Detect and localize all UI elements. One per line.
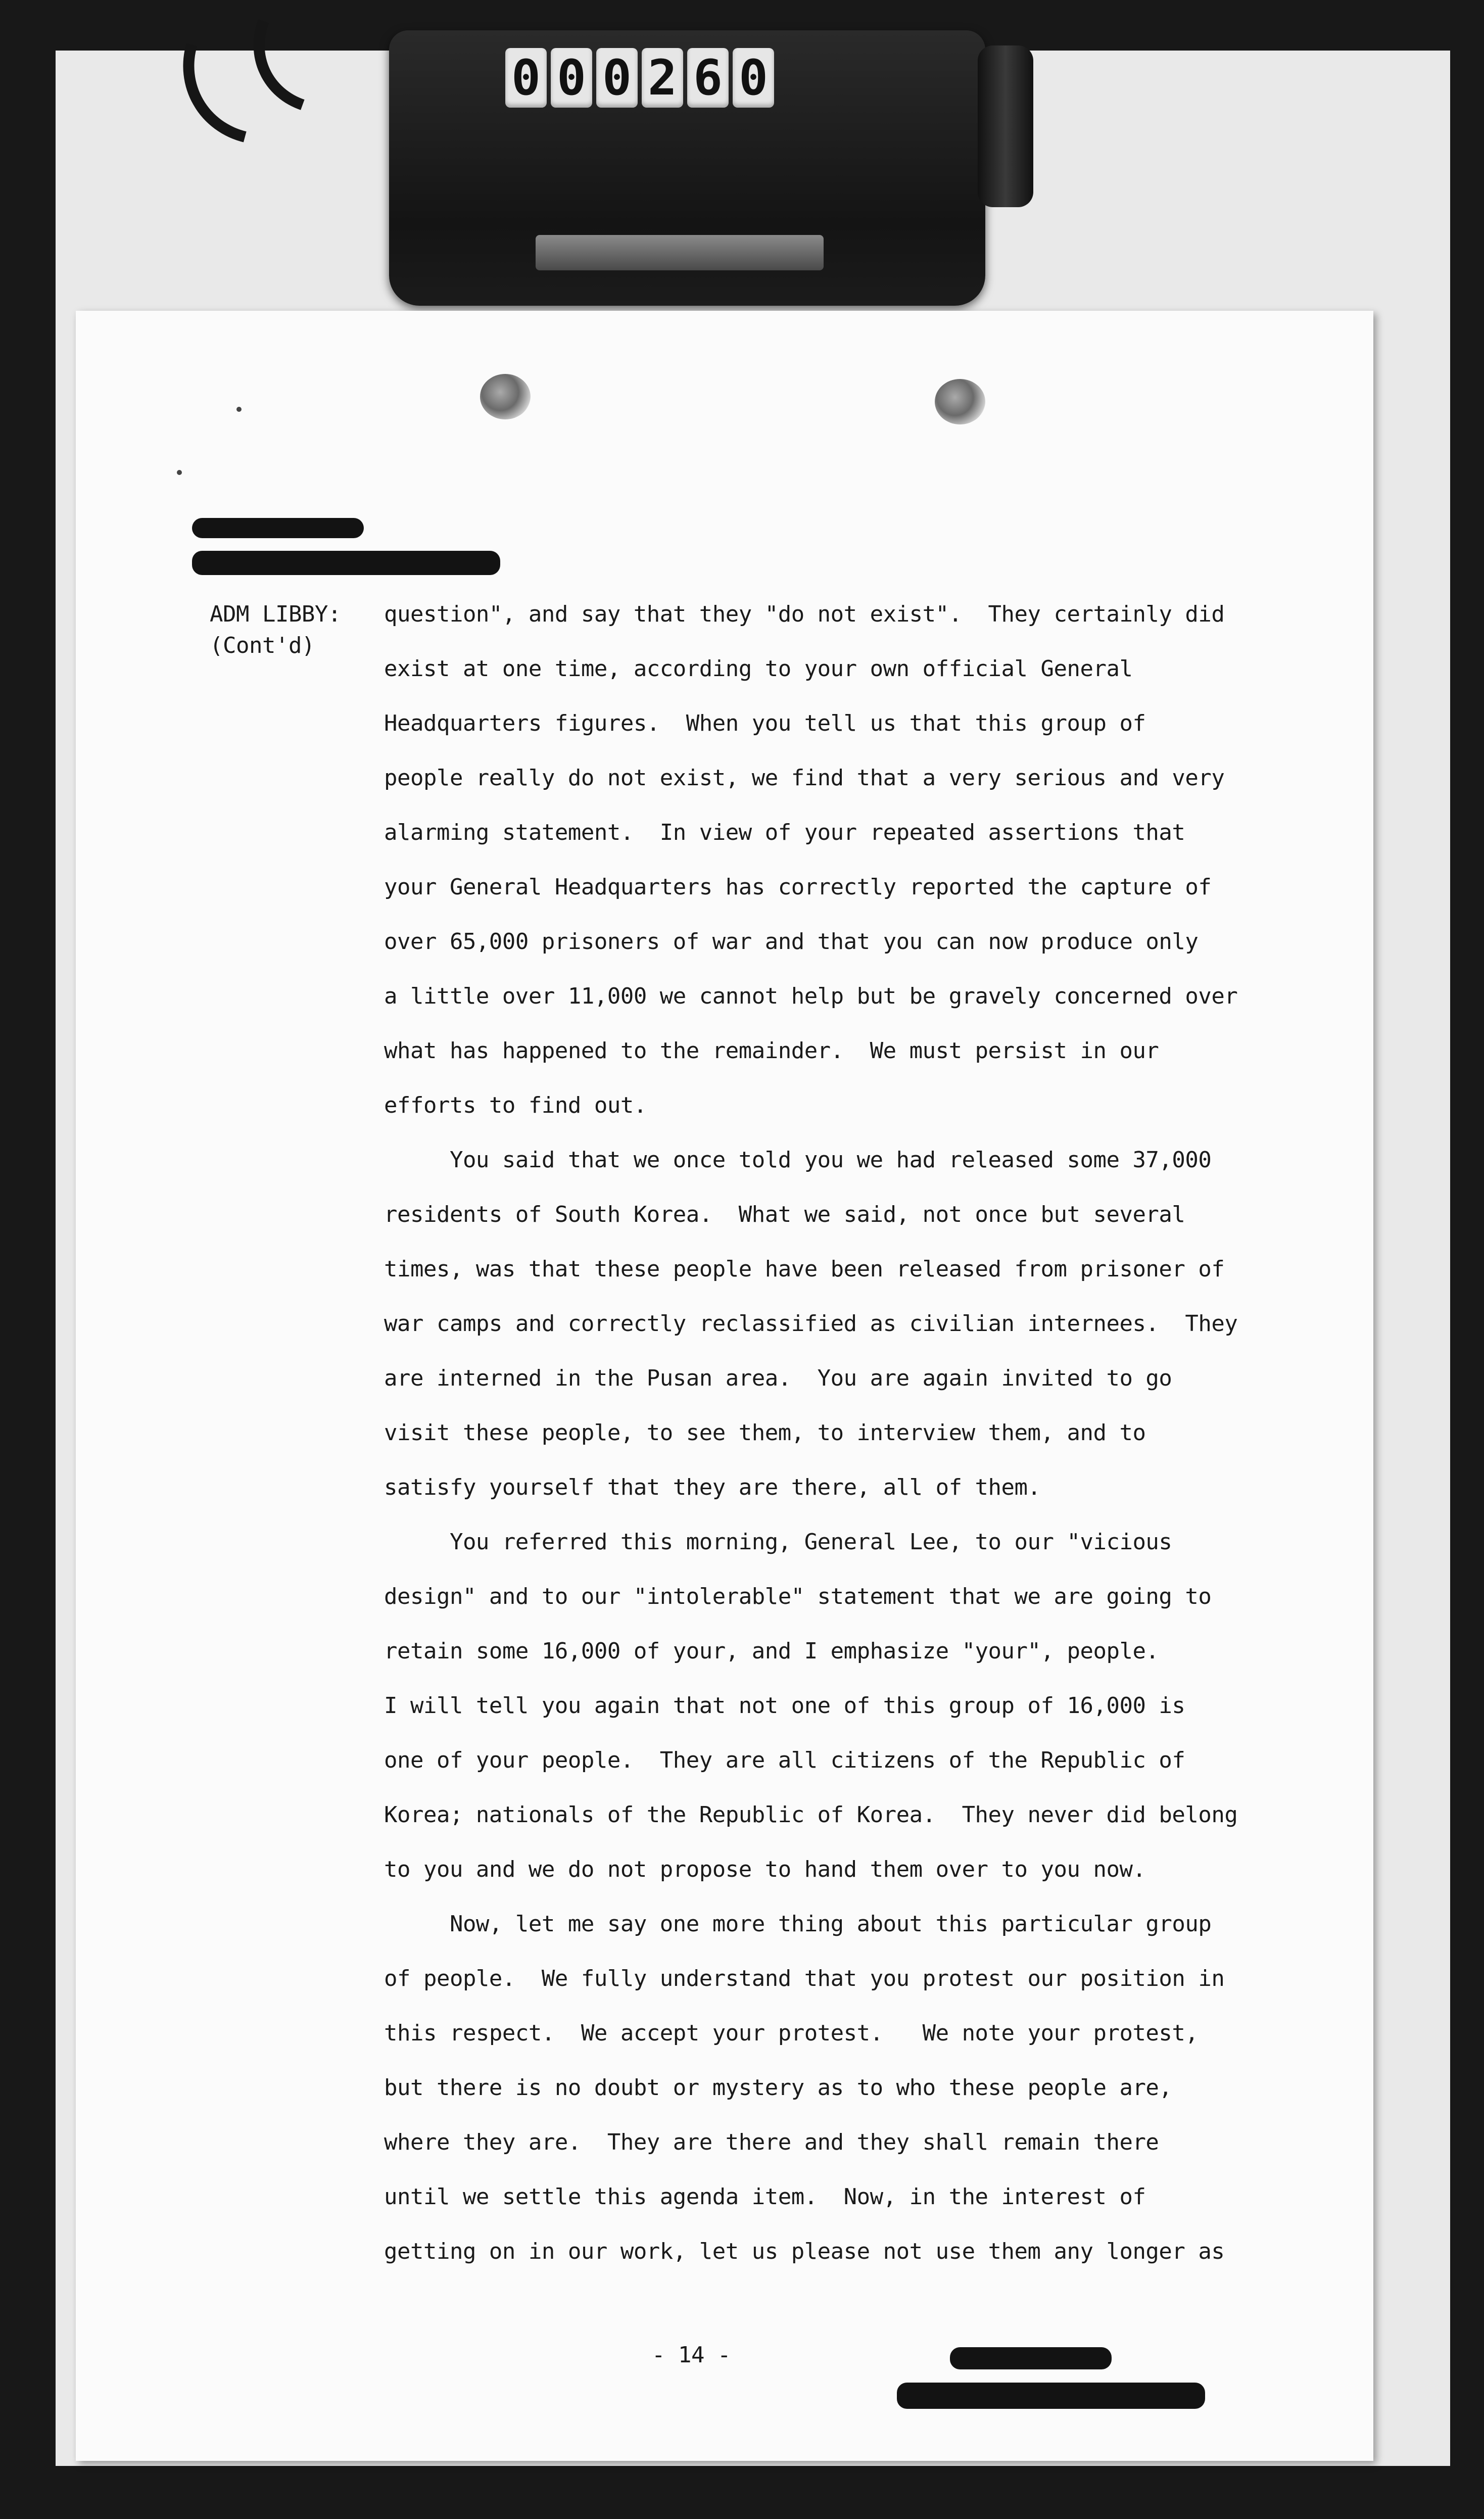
redaction-bar bbox=[950, 2347, 1112, 2369]
text-line: efforts to find out. bbox=[384, 1092, 647, 1118]
speaker-continued: (Cont'd) bbox=[210, 633, 315, 658]
text-line: You said that we once told you we had released some 37,000 bbox=[384, 1147, 1212, 1173]
counter-digit: 0 bbox=[505, 48, 547, 108]
text-line: Headquarters figures. When you tell us that this group of bbox=[384, 710, 1146, 736]
text-line: visit these people, to see them, to interview them, and to bbox=[384, 1420, 1146, 1446]
text-line: design" and to our "intolerable" statement that we are going to bbox=[384, 1584, 1212, 1609]
redaction-bar bbox=[897, 2383, 1205, 2409]
text-line: satisfy yourself that they are there, all of them. bbox=[384, 1475, 1041, 1500]
text-line: until we settle this agenda item. Now, in the interest of bbox=[384, 2184, 1146, 2210]
typed-page bbox=[76, 311, 1373, 2461]
speaker-name: ADM LIBBY: bbox=[210, 601, 341, 627]
text-line: to you and we do not propose to hand them over to you now. bbox=[384, 1857, 1146, 1882]
text-line: over 65,000 prisoners of war and that you can now produce only bbox=[384, 929, 1199, 955]
text-line: of people. We fully understand that you protest our position in bbox=[384, 1966, 1225, 1991]
redaction-bar bbox=[192, 551, 500, 575]
text-line: Korea; nationals of the Republic of Korea. They never did belong bbox=[384, 1802, 1238, 1828]
text-line: but there is no doubt or mystery as to who these people are, bbox=[384, 2075, 1172, 2101]
punch-hole bbox=[480, 374, 531, 419]
text-line: I will tell you again that not one of this group of 16,000 is bbox=[384, 1693, 1185, 1719]
text-line: alarming statement. In view of your repeated assertions that bbox=[384, 820, 1185, 845]
counter-digit: 6 bbox=[687, 48, 729, 108]
text-line: where they are. They are there and they shall remain there bbox=[384, 2129, 1159, 2155]
text-line: war camps and correctly reclassified as civilian internees. They bbox=[384, 1311, 1238, 1337]
text-line: exist at one time, according to your own official General bbox=[384, 656, 1133, 682]
text-line: times, was that these people have been released from prisoner of bbox=[384, 1256, 1225, 1282]
frame-counter-digits bbox=[505, 48, 774, 108]
counter-label-plate bbox=[536, 235, 824, 270]
text-line: one of your people. They are all citizens of the Republic of bbox=[384, 1747, 1185, 1773]
text-line: getting on in our work, let us please not use them any longer as bbox=[384, 2239, 1225, 2264]
redaction-bar bbox=[192, 518, 364, 538]
text-line: retain some 16,000 of your, and I emphasize "your", people. bbox=[384, 1638, 1159, 1664]
stray-ink-mark bbox=[177, 470, 182, 475]
page-number: - 14 - bbox=[652, 2342, 731, 2368]
text-line: this respect. We accept your protest. We note your protest, bbox=[384, 2020, 1199, 2046]
counter-knob bbox=[978, 45, 1033, 207]
speaker-label bbox=[210, 599, 341, 661]
text-line: your General Headquarters has correctly reported the capture of bbox=[384, 874, 1212, 900]
text-line: residents of South Korea. What we said, not once but several bbox=[384, 1202, 1185, 1227]
text-line: people really do not exist, we find that a very serious and very bbox=[384, 765, 1225, 791]
text-line: Now, let me say one more thing about this particular group bbox=[384, 1911, 1212, 1937]
text-line: what has happened to the remainder. We must persist in our bbox=[384, 1038, 1159, 1064]
document-body bbox=[384, 599, 1344, 2291]
text-line: question", and say that they "do not exist". They certainly did bbox=[384, 601, 1225, 627]
counter-digit: 0 bbox=[596, 48, 638, 108]
text-line: You referred this morning, General Lee, to our "vicious bbox=[384, 1529, 1172, 1555]
counter-digit: 0 bbox=[733, 48, 774, 108]
text-line: a little over 11,000 we cannot help but be gravely concerned over bbox=[384, 983, 1238, 1009]
text-line: are interned in the Pusan area. You are again invited to go bbox=[384, 1365, 1172, 1391]
counter-digit: 2 bbox=[642, 48, 683, 108]
counter-digit: 0 bbox=[551, 48, 592, 108]
stray-ink-mark bbox=[236, 407, 242, 412]
punch-hole bbox=[935, 379, 985, 424]
